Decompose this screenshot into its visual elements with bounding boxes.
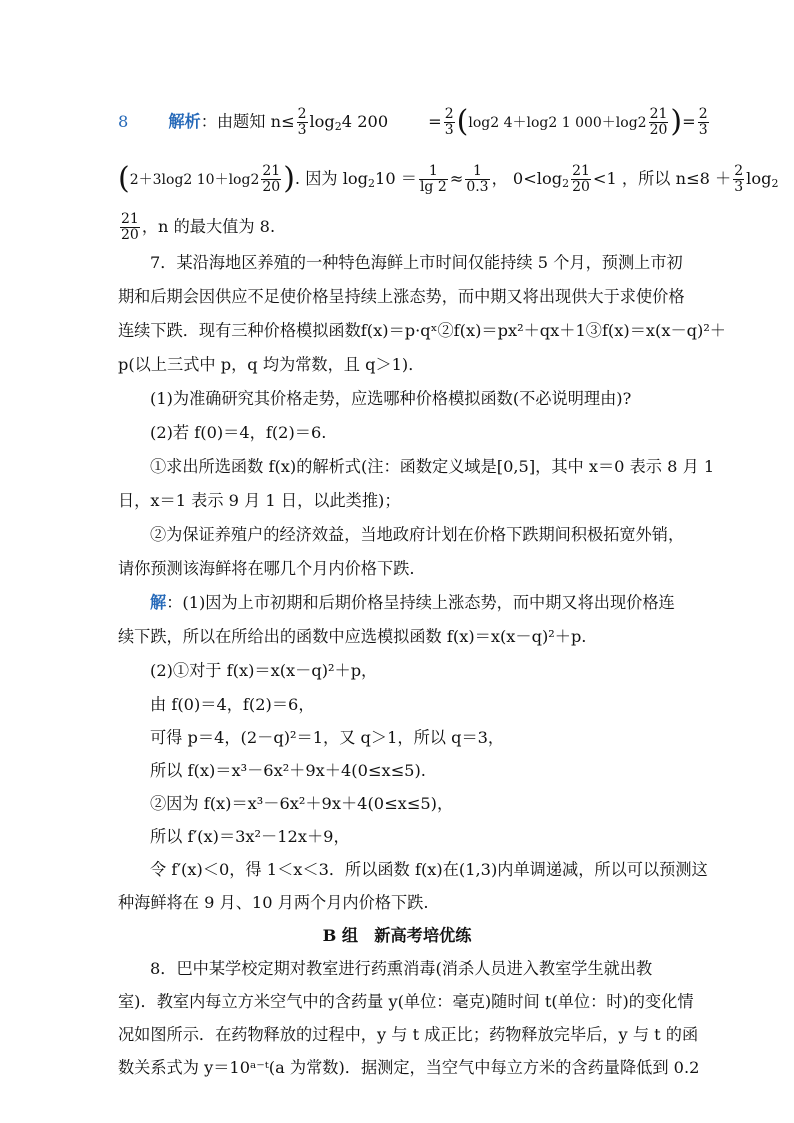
q7-line1: 7．某沿海地区养殖的一种特色海鲜上市时间仅能持续 5 个月，预测上市初 [150,253,683,272]
fraction: $\frac{21}{20}$ [121,211,139,243]
ans7-line5: 所以 f(x)＝x³－6x²＋9x＋4(0≤x≤5). [150,761,426,780]
fraction: $\frac{2}{3}$ [734,163,744,195]
fraction: $\frac{21}{20}$ [262,163,281,195]
subscript: 2 [771,177,779,190]
q7-sub4b: 请你预测该海鲜将在哪几个月内价格下跌. [118,559,415,578]
ans7-line8b: 种海鲜将在 9 月、10 月两个月内价格下跌. [118,893,429,912]
text-run: ≈ [449,169,464,188]
solution-label: 解 [150,593,167,612]
fraction: $\frac{1}{\lg 2}$ [419,163,447,195]
text-run: 2＋3log2 10＋log2 [129,172,260,188]
ans7-line7: 所以 f′(x)＝3x²－12x＋9， [150,827,350,846]
subscript: 2 [562,177,570,190]
fraction: $\frac{2}{3}$ [444,106,454,138]
text-run: log2 4＋log2 1 000＋log2 [468,115,647,131]
analysis-label: 解析 [168,112,201,131]
ans7-line4: 可得 p＝4，(2－q)²＝1，又 q＞1，所以 q＝3， [150,728,505,747]
solution6-line1 [118,104,708,139]
q8-line4: 数关系式为 y＝10ᵃ⁻ᵗ(a 为常数)．据测定，当空气中每立方米的含药量降低到 0.2 [118,1058,700,1077]
q7-sub3a: ①求出所选函数 f(x)的解析式(注：函数定义域是[0,5]，其中 x＝0 表示 8 月 1 [150,457,715,476]
text-run: 10 ＝ [375,169,417,188]
solution6-line2 [118,161,779,196]
q7-sub1: (1)为准确研究其价格走势，应选哪种价格模拟函数(不必说明理由)? [150,389,632,408]
subscript: 2 [334,120,342,133]
text-run: 4 200 [341,112,389,131]
text-run: ， 0<log [491,169,563,188]
fraction: $\frac{2}{3}$ [698,106,708,138]
fraction: $\frac{2}{3}$ [297,106,307,138]
fraction: $\frac{1}{0.3}$ [466,163,489,195]
q8-line3: 况如图所示．在药物释放的过程中，y 与 t 成正比；药物释放完毕后，y 与 t 的函 [118,1025,699,1044]
q7-line3: 连续下跌．现有三种价格模拟函数f(x)＝p·qˣ②f(x)＝px²＋qx＋1③f(x)＝x(x－q)²＋ [118,321,726,340]
paren-close: ) [670,104,683,139]
ans7-line6: ②因为 f(x)＝x³－6x²＋9x＋4(0≤x≤5)， [150,794,454,813]
ans7-line8a: 令 f′(x)＜0，得 1＜x＜3．所以函数 f(x)在(1,3)内单调递减，所以可以预测这 [150,860,708,879]
group-b-heading: B 组 新高考培优练 [322,926,472,945]
q7-line4: p(以上三式中 p，q 均为常数，且 q＞1)． [118,355,425,374]
text-run: ：(1)因为上市初期和后期价格呈持续上涨态势，而中期又将出现价格连 [166,593,675,612]
text-run: <1 ，所以 n≤8 ＋ [592,169,732,188]
text-run: . 因为 log [294,169,369,188]
q7-sub4a: ②为保证养殖户的经济效益，当地政府计划在价格下跌期间积极拓宽外销， [150,525,685,544]
ans7-line1 [150,592,710,614]
q7-sub2: (2)若 f(0)＝4，f(2)＝6. [150,423,327,442]
fraction: $\frac{21}{20}$ [572,163,590,195]
text-run: log [309,112,335,131]
answer-number: 8 [118,112,129,131]
ans7-line1b: 续下跌，所以在所给出的函数中应选模拟函数 f(x)＝x(x－q)²＋p. [118,627,587,646]
text-run: ，n 的最大值为 8. [141,217,276,236]
subscript: 2 [368,177,376,190]
text-run: = [428,112,442,131]
q8-line1: 8．巴中某学校定期对教室进行药熏消毒(消杀人员进入教室学生就出教 [150,959,653,978]
ans7-line3: 由 f(0)＝4，f(2)＝6， [150,695,315,714]
paren-close: ) [283,161,295,196]
text-run: log [746,169,772,188]
q7-line2: 期和后期会因供应不足使价格呈持续上涨态势，而中期又将出现供大于求使价格 [118,287,685,306]
text-run: ：由题知 n≤ [200,112,295,131]
paren-open: ( [118,161,130,196]
solution6-line3 [118,212,678,243]
q8-line2: 室)．教室内每立方米空气中的含药量 y(单位：毫克)随时间 t(单位：时)的变化情 [118,992,694,1011]
q7-sub3b: 日，x＝1 表示 9 月 1 日，以此类推)； [118,491,401,510]
fraction: $\frac{21}{20}$ [649,106,668,138]
ans7-line2: (2)①对于 f(x)＝x(x－q)²＋p， [150,661,378,680]
paren-open: ( [456,104,469,139]
text-run: = [682,112,696,131]
